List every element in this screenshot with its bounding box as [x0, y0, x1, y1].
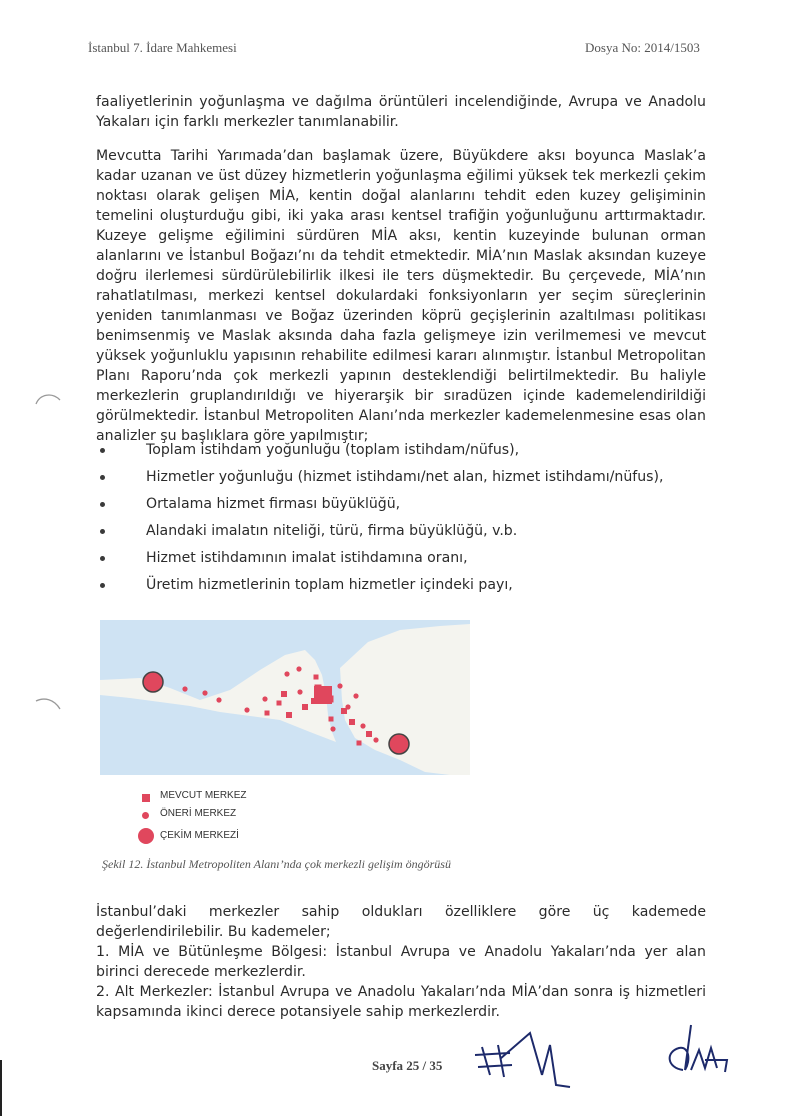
bullet-icon [100, 475, 105, 480]
court-name: İstanbul 7. İdare Mahkemesi [88, 40, 237, 55]
square-marker-icon [142, 794, 150, 802]
list-item: Toplam istihdam yoğunluğu (toplam istihdam/nüfus), [96, 437, 716, 464]
bullet-icon [100, 556, 105, 561]
page-number: Sayfa 25 / 35 [372, 1058, 443, 1073]
paragraph-tiers: İstanbul’daki merkezler sahip oldukları özelliklere göre üç kademede değerlendirilebilir. Bu kademeler; 1. MİA ve Bütünleşme Bölgesi: İstanbul Avrupa ve Anadolu Yakaları’nda yer alan birinci derecede merkezlerdir. 2. Alt Merkezler: İstanbul Avrupa ve Anadolu Yakaları’nda MİA’dan sonra iş hizmetleri kapsamında ikinci derece potansiyele sahip merkezlerdir. [96, 904, 706, 1020]
proposed-center-marker [216, 697, 221, 702]
proposed-center-marker [202, 690, 207, 695]
paragraph-mia: Mevcutta Tarihi Yarımada’dan başlamak üzere, Büyükdere aksı boyunca Maslak’a kadar uzanan ve üst düzey hizmetlerin yoğunlaşma eğilimi yüksek tek merkezli çekim noktası olarak gelişen MİA, kentin doğal alanlarını tehdit eden kuzey gelişiminin temelini oluşturduğu gibi, iki yaka arası kentsel trafiğin yoğunluğunu arttırmaktadır. Kuzeye gelişme eğilimini sürdüren MİA aksı, kentin kuzeyinde bulunan orman alanlarını ve İstanbul Boğazı’nı da tehdit etmektedir. MİA’nın Maslak aksından kuzeye doğru ilerlemesi sürdürülebilirlik ilkesi ile ters düşmektedir. Bu çerçevede, MİA’nın rahatlatılması, merkezi kentsel dokulardaki fonksiyonların yer seçim süreçlerinin yeniden tanımlanması ve Boğaz üzerinden köprü geçişlerinin azaltılması politikası benimsenmiş ve Maslak aksında daha fazla gelişmeye izin verilmemesi ve mevcut yüksek yoğunluklu yapısının rehabilite edilmesi kararı alınmıştır. İstanbul Metropolitan Planı Raporu’nda çok merkezli yapının desteklendiği belirtilmektedir. Bu haliyle merkezlerin gruplandırıldığı ve hiyerarşik bir sıradüzen içinde kademelendirildiği görülmektedir. İstanbul Metropoliten Alanı’nda merkezler kademelenmesine esas olan analizler şu başlıklara göre yapılmıştır; [96, 148, 706, 444]
punch-hole-mark [34, 388, 64, 408]
existing-center-marker [265, 711, 270, 716]
signature [655, 1020, 735, 1090]
analysis-criteria-list [96, 437, 716, 599]
bullet-icon [100, 583, 105, 588]
page-edge [0, 1060, 2, 1116]
proposed-center-marker [262, 696, 267, 701]
list-item: Hizmetler yoğunluğu (hizmet istihdamı/net alan, hizmet istihdamı/nüfus), [96, 464, 716, 491]
proposed-center-marker [360, 723, 365, 728]
proposed-center-marker [345, 704, 350, 709]
proposed-center-marker [297, 689, 302, 694]
existing-center-marker [314, 686, 332, 704]
istanbul-centers-map [100, 620, 470, 775]
proposed-center-marker [353, 693, 358, 698]
figure-caption: Şekil 12. İstanbul Metropoliten Alanı’nda çok merkezli gelişim öngörüsü [102, 857, 451, 871]
list-item: Alandaki imalatın niteliği, türü, firma büyüklüğü, v.b. [96, 518, 716, 545]
existing-center-marker [286, 712, 292, 718]
paragraph-intro: faaliyetlerinin yoğunlaşma ve dağılma örüntüleri incelendiğinde, Avrupa ve Anadolu Yakaları için farklı merkezler tanımlanabilir. [96, 94, 706, 130]
existing-center-marker [281, 691, 287, 697]
existing-center-marker [329, 717, 334, 722]
list-item: Hizmet istihdamının imalat istihdamına oranı, [96, 545, 716, 572]
punch-hole-mark [34, 693, 64, 713]
circle-marker-icon [138, 828, 154, 844]
list-item: Üretim hizmetlerinin toplam hizmetler içindeki payı, [96, 572, 716, 599]
attraction-center-marker [143, 672, 163, 692]
proposed-center-marker [284, 671, 289, 676]
list-item: Ortalama hizmet firması büyüklüğü, [96, 491, 716, 518]
file-number: Dosya No: 2014/1503 [585, 40, 700, 55]
bullet-icon [100, 529, 105, 534]
existing-center-marker [366, 731, 372, 737]
proposed-center-marker [330, 726, 335, 731]
existing-center-marker [302, 704, 308, 710]
bullet-icon [100, 448, 105, 453]
proposed-center-marker [337, 683, 342, 688]
existing-center-marker [277, 701, 282, 706]
proposed-center-marker [373, 737, 378, 742]
bullet-icon [100, 502, 105, 507]
signature [470, 1025, 580, 1095]
dot-marker-icon [142, 812, 149, 819]
proposed-center-marker [296, 666, 301, 671]
existing-center-marker [349, 719, 355, 725]
existing-center-marker [357, 741, 362, 746]
attraction-center-marker [389, 734, 409, 754]
proposed-center-marker [244, 707, 249, 712]
proposed-center-marker [182, 686, 187, 691]
existing-center-marker [341, 708, 347, 714]
existing-center-marker [314, 675, 319, 680]
